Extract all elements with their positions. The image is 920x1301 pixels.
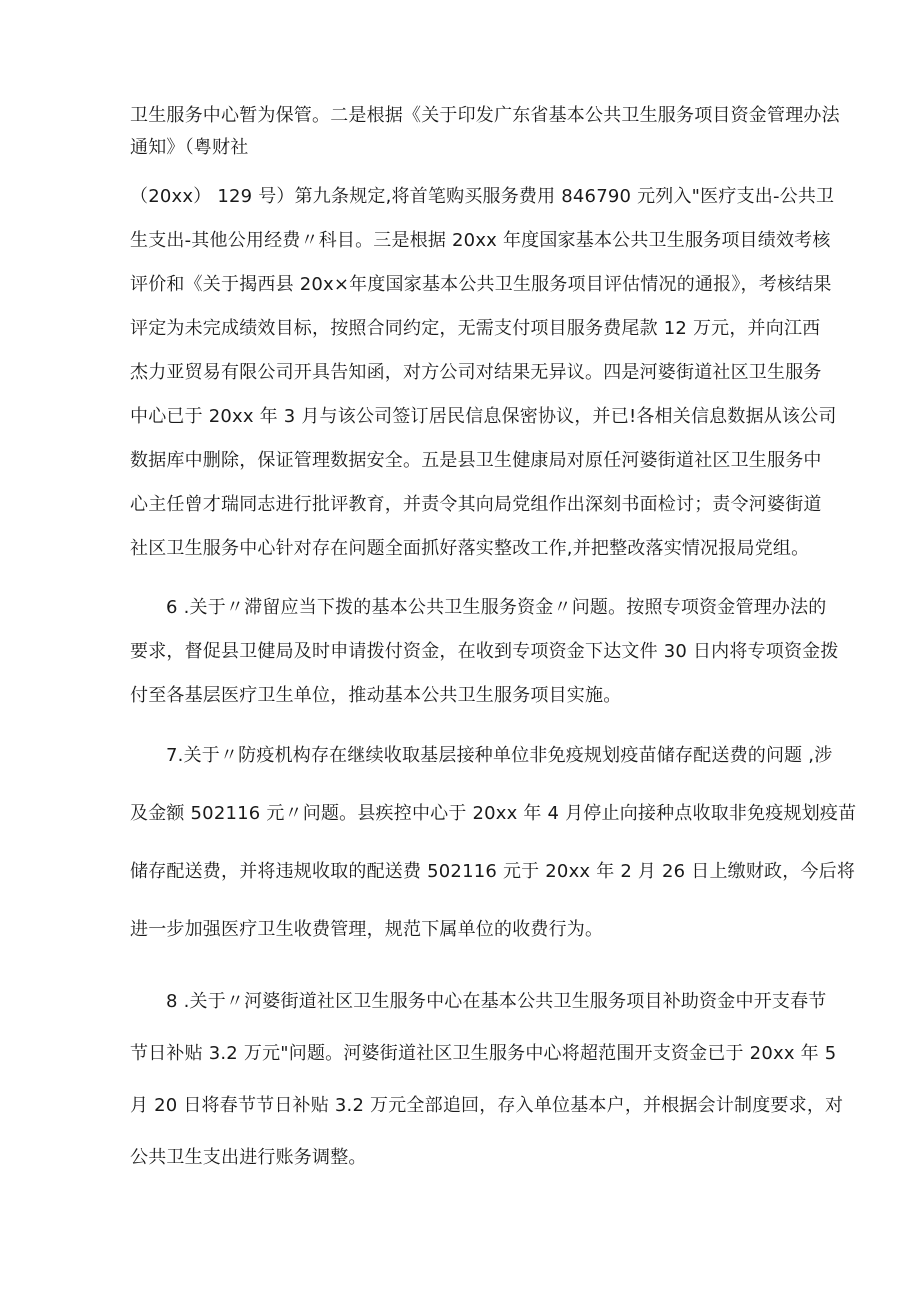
paragraph-line: 储存配送费，并将违规收取的配送费 502116 元于 20xx 年 2 月 26 日上缴财政，今后将 [130, 861, 856, 882]
paragraph-line: （20xx） 129 号）第九条规定,将首笔购买服务费用 846790 元列入"医疗支出-公共卫 [130, 186, 835, 207]
paragraph-line: 公共卫生支出进行账务调整。 [130, 1147, 367, 1168]
paragraph-line: 卫生服务中心暂为保管。二是根据《关于印发广东省基本公共卫生服务项目资金管理办法 [130, 105, 840, 126]
paragraph-line: 生支出-其他公用经费〃科目。三是根据 20xx 年度国家基本公共卫生服务项目绩效考核 [130, 230, 831, 251]
paragraph-line: 付至各基层医疗卫生单位，推动基本公共卫生服务项目实施。 [130, 685, 622, 706]
paragraph-line: 月 20 日将春节节日补贴 3.2 万元全部追回，存入单位基本户，并根据会计制度要求，对 [130, 1095, 844, 1116]
paragraph-line: 心主任曾才瑞同志进行批评教育，并责令其向局党组作出深刻书面检讨；责令河婆街道 [130, 494, 822, 515]
paragraph-line: 社区卫生服务中心针对存在问题全面抓好落实整改工作,并把整改落实情况报局党组。 [130, 538, 810, 559]
paragraph-line: 数据库中删除，保证管理数据安全。五是县卫生健康局对原任河婆街道社区卫生服务中 [130, 450, 822, 471]
paragraph-line: 中心已于 20xx 年 3 月与该公司签订居民信息保密协议，并已!各相关信息数据从该公司 [130, 406, 837, 427]
paragraph-line: 进一步加强医疗卫生收费管理，规范下属单位的收费行为。 [130, 919, 604, 940]
paragraph-line: 要求，督促县卫健局及时申请拨付资金，在收到专项资金下达文件 30 日内将专项资金拨 [130, 641, 839, 662]
paragraph-line: 评定为未完成绩效目标，按照合同约定，无需支付项目服务费尾款 12 万元，并向江西 [130, 318, 821, 339]
paragraph-line: 杰力亚贸易有限公司开具告知函，对方公司对结果无异议。四是河婆街道社区卫生服务 [130, 362, 822, 383]
paragraph-line: 评价和《关于揭西县 20x×年度国家基本公共卫生服务项目评估情况的通报》，考核结果 [130, 274, 832, 295]
paragraph-line: 节日补贴 3.2 万元"问题。河婆街道社区卫生服务中心将超范围开支资金已于 20xx 年 5 [130, 1043, 837, 1064]
paragraph-line: 及金额 502116 元〃问题。县疾控中心于 20xx 年 4 月停止向接种点收取非免疫规划疫苗 [130, 803, 857, 824]
paragraph-line: 8 .关于〃河婆街道社区卫生服务中心在基本公共卫生服务项目补助资金中开支春节 [166, 991, 827, 1012]
paragraph-line: 6 .关于〃滞留应当下拨的基本公共卫生服务资金〃问题。按照专项资金管理办法的 [166, 597, 827, 618]
paragraph-line: 7.关于〃防疫机构存在继续收取基层接种单位非免疫规划疫苗储存配送费的问题 ,涉 [166, 745, 833, 766]
paragraph-line: 通知》（粤财社 [130, 137, 249, 158]
